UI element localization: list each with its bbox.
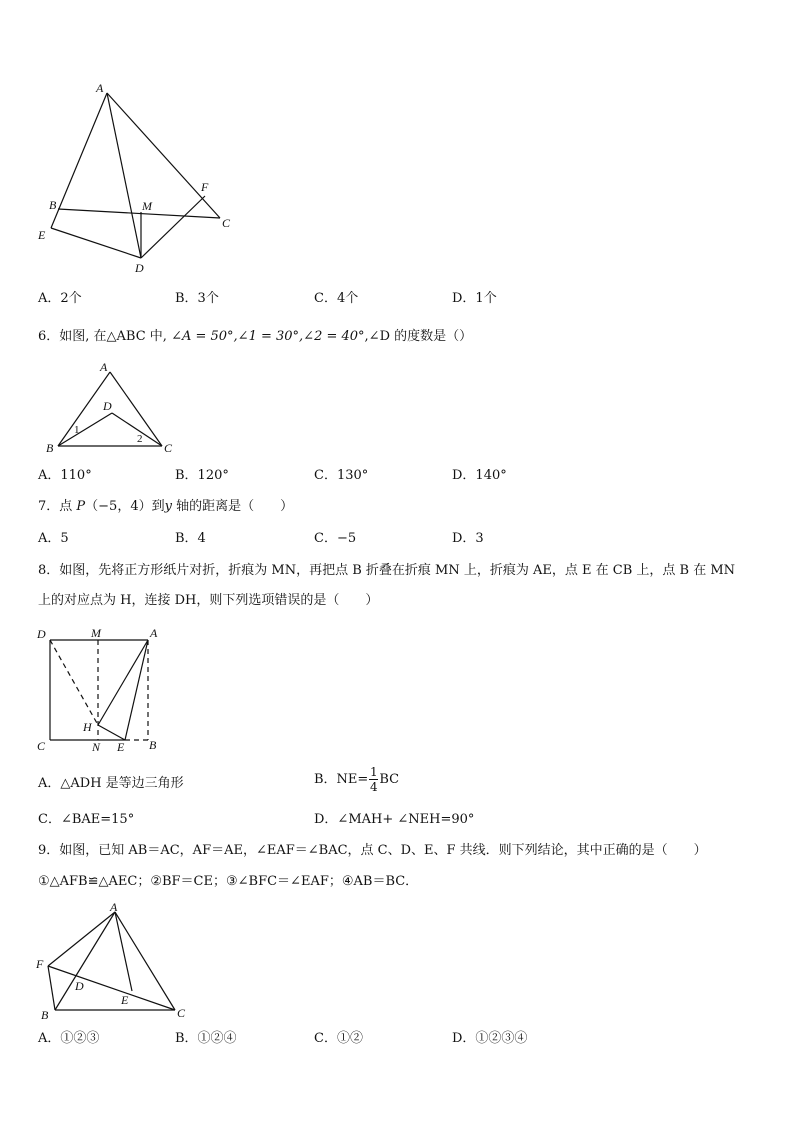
q5-option-a: A．2个 [38, 291, 82, 306]
q9-stem-line1: 9．如图，已知 AB＝AC，AF＝AE，∠EAF＝∠BAC，点 C、D、E、F 共线．则下列结论，其中正确的是（ ） [38, 843, 707, 858]
q6-stem [38, 329, 472, 345]
q7-stem [38, 499, 293, 515]
q8-fraction-denominator: 4 [369, 780, 378, 794]
q9-stem-line2: ①△AFB≌△AEC；②BF＝CE；③∠BFC＝∠EAF；④AB＝BC． [38, 874, 419, 889]
q8-label-b: B [149, 738, 157, 752]
q7-stem-prefix: 7．点 [38, 499, 77, 514]
q5-label-a: A [96, 81, 104, 95]
q8-option-b [314, 766, 399, 793]
q5-label-b: B [49, 198, 57, 212]
q6-label-angle1: 1 [74, 424, 80, 436]
q6-label-c: C [164, 441, 173, 455]
q8-label-d: D [37, 627, 46, 641]
q8-stem-line2: 上的对应点为 H，连接 DH，则下列选项错误的是（ ） [38, 593, 379, 608]
q9-label-a: A [110, 900, 118, 914]
q5-option-c: C．4个 [314, 291, 359, 306]
q6-stem-prefix: 6．如图, 在△ABC 中, [38, 329, 172, 344]
q8-label-h: H [83, 720, 92, 734]
q8-option-a: A．△ADH 是等边三角形 [38, 776, 184, 791]
q8-option-b-prefix: B．NE= [314, 772, 369, 787]
q9-figure [30, 895, 190, 1020]
q9-label-e: E [121, 993, 129, 1007]
q6-option-d: D．140° [452, 468, 507, 483]
q6-label-angle2: 2 [137, 433, 143, 445]
q8-label-n: N [92, 740, 101, 754]
q7-option-d: D．3 [452, 531, 484, 546]
q8-option-b-suffix: BC [379, 772, 400, 787]
q8-option-c: C．∠BAE=15° [38, 812, 135, 827]
q5-option-d: D．1个 [452, 291, 497, 306]
q7-option-b: B．4 [175, 531, 206, 546]
q5-label-f: F [201, 180, 209, 194]
q7-stem-axis: y [164, 499, 172, 514]
q9-label-f: F [36, 957, 44, 971]
q5-figure [30, 78, 240, 278]
q9-option-d: D．①②③④ [452, 1031, 528, 1046]
q6-stem-math: ∠A = 50°,∠1 = 30°,∠2 = 40° [171, 329, 365, 344]
q6-label-b: B [46, 441, 54, 455]
q5-option-b: B．3个 [175, 291, 219, 306]
q6-label-d: D [103, 399, 112, 413]
q5-label-m: M [142, 199, 152, 213]
q5-label-c: C [222, 216, 231, 230]
q8-stem-line1: 8．如图，先将正方形纸片对折，折痕为 MN，再把点 B 折叠在折痕 MN 上，折痕为 AE，点 E 在 CB 上，点 B 在 MN [38, 563, 736, 578]
q6-stem-suffix: ,∠D 的度数是（） [364, 329, 473, 344]
q9-option-c: C．①② [314, 1031, 363, 1046]
q8-fraction-numerator: 1 [369, 765, 378, 779]
q6-option-a: A．110° [38, 468, 92, 483]
q6-option-c: C．130° [314, 468, 369, 483]
q7-stem-suffix: 轴的距离是（ ） [171, 499, 294, 514]
q8-option-b-fraction [369, 766, 378, 793]
q9-label-c: C [177, 1006, 186, 1020]
q8-figure [30, 622, 170, 756]
q5-label-e: E [38, 228, 46, 242]
q6-figure [40, 360, 185, 455]
q5-label-d: D [135, 261, 144, 275]
q8-label-m: M [91, 626, 101, 640]
q9-label-d: D [75, 979, 84, 993]
q6-label-a: A [100, 360, 108, 374]
q9-option-a: A．①②③ [38, 1031, 100, 1046]
q8-option-d: D．∠MAH+ ∠NEH=90° [314, 812, 475, 827]
q7-stem-coords: （−5，4）到 [85, 499, 165, 514]
q7-stem-point: P [76, 499, 86, 514]
q8-label-c: C [37, 739, 46, 753]
q8-label-a: A [150, 626, 158, 640]
q9-label-b: B [41, 1008, 49, 1020]
q7-option-c: C．−5 [314, 531, 357, 546]
q9-option-b: B．①②④ [175, 1031, 237, 1046]
q8-label-e: E [117, 740, 125, 754]
q6-option-b: B．120° [175, 468, 229, 483]
q7-option-a: A．5 [38, 531, 69, 546]
